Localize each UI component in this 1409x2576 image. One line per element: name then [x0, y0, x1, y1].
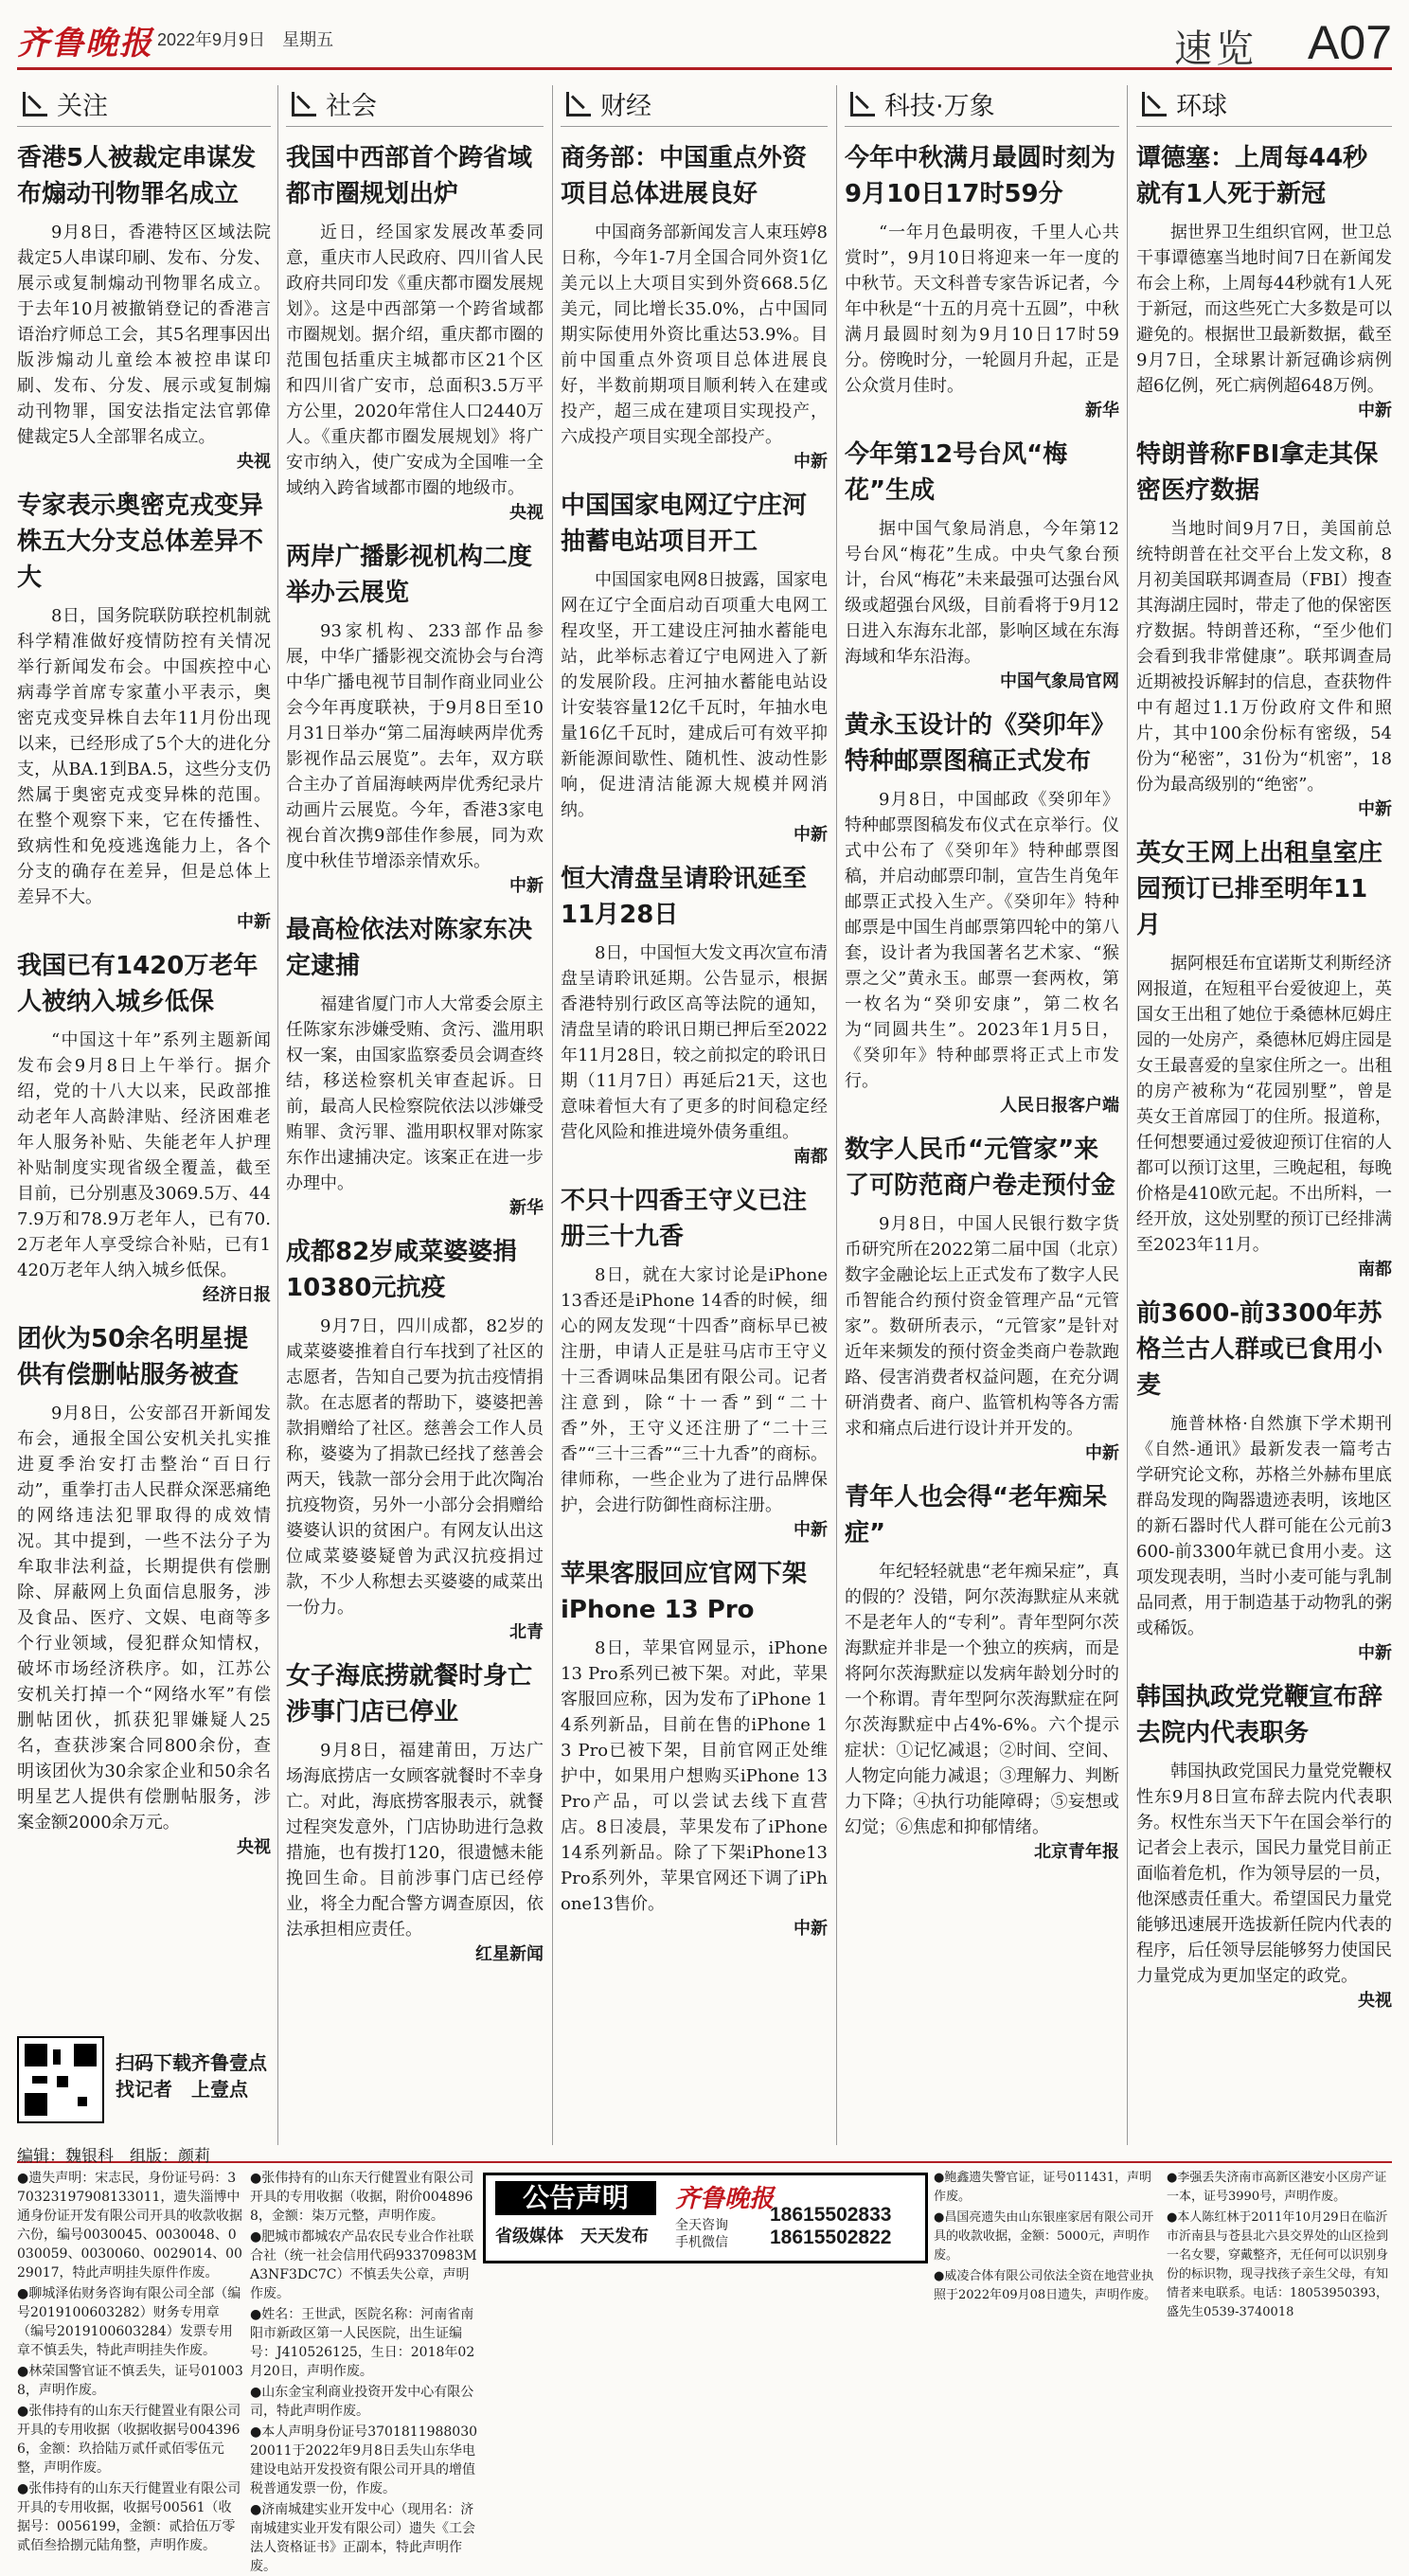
article-source: 中新: [794, 825, 828, 845]
column-title: 财经: [600, 92, 651, 121]
article-source: 南都: [794, 1147, 828, 1167]
article-body: 韩国执政党国民力量党党鞭权性东9月8日宣布辞去院内代表职务。权性东当天下午在国会举行的记者会上表示，国民力量党目前正面临着危机，作为领导层的一员，他深感责任重大。希望国民力量党能够迅速展开选拔新任院内代表的程序，后任领导层能够努力使国民力量党成为更加坚定的政党。: [1136, 1762, 1392, 1986]
article-source: 南都: [1358, 1260, 1392, 1279]
article-source: 央视: [1358, 1991, 1392, 2011]
article-source: 红星新闻: [475, 1944, 544, 1964]
article-headline[interactable]: 韩国执政党党鞭宣布辞去院内代表职务: [1136, 1683, 1383, 1747]
article-source: 中新: [237, 912, 271, 932]
article-headline[interactable]: 成都82岁咸菜婆婆捐10380元抗疫: [286, 1238, 518, 1302]
column-header: [1136, 81, 1392, 127]
article: [1136, 140, 1392, 423]
article-headline[interactable]: 数字人民币“元管家”来了可防范商户卷走预付金: [845, 1136, 1116, 1200]
classified-mid: [250, 2169, 478, 2574]
article-body: “中国这十年”系列主题新闻发布会9月8日上午举行。据介绍，党的十八大以来，民政部推动老年人高龄津贴、经济困难老年人服务补贴、失能老年人护理补贴制度实现省级全覆盖，截至目前，已分别惠及3069.5万、447.9万和78.9万老年人，已有70.2万老年人享受综合补贴，已有1420万老年人纳入城乡低保。: [17, 1030, 271, 1280]
classified-item: ●肥城市都城农产品农民专业合作社联合社（统一社会信用代码93370983MA3NF3DC7C）不慎丢失公章，声明作废。: [250, 2229, 477, 2301]
article: [286, 1234, 544, 1645]
article-source: 央视: [237, 1837, 271, 1857]
article-source: 中新: [794, 1520, 828, 1540]
column-divider: [552, 85, 553, 2145]
article: [1136, 437, 1392, 822]
article-body: “一年月色最明夜，千里人心共赏时”，9月10日将迎来一年一度的中秋节。天文科普专家告诉记者，今年中秋是“十五的月亮十五圆”，中秋满月最圆时刻为9月10日17时59分。傍晚时分，一轮圆月升起，正是公众赏月佳时。: [845, 223, 1119, 396]
article-headline[interactable]: 前3600-前3300年苏格兰古人群或已食用小麦: [1136, 1299, 1383, 1400]
article-body: 9月8日，香港特区区域法院裁定5人串谋印刷、发布、分发、展示或复制煽动刊物罪名成立。于去年10月被撤销登记的香港言语治疗师总工会，其5名理事因出版涉煽动儿童绘本被控串谋印刷、发布、分发、展示或复制煽动刊物罪，国安法指定法官郭偉健裁定5人全部罪名成立。: [17, 223, 271, 447]
article-headline[interactable]: 中国国家电网辽宁庄河抽蓄电站项目开工: [561, 492, 808, 556]
article-source: 中新: [1358, 799, 1392, 819]
article: [17, 948, 271, 1308]
article-source: 中国气象局官网: [1000, 671, 1119, 691]
column-shehui: [286, 81, 544, 2150]
arrow-icon: [292, 92, 316, 116]
article-source: 中新: [794, 452, 828, 472]
article-source: 新华: [509, 1198, 544, 1218]
section-title: 速览: [1174, 27, 1257, 71]
column-guanzhu: [17, 81, 271, 2025]
article-headline[interactable]: 黄永玉设计的《癸卯年》特种邮票图稿正式发布: [845, 711, 1116, 776]
article-body: 9月8日，中国邮政《癸卯年》特种邮票图稿发布仪式在京举行。仪式中公布了《癸卯年》特种邮票图稿，并启动邮票印制，宣告生肖兔年邮票正式投入生产。《癸卯年》特种邮票是中国生肖邮票第四轮中的第八套，设计者为我国著名艺术家、“猴票之父”黄永玉。邮票一套两枚，第一枚名为“癸卯安康”，第二枚名为“同圆共生”。2023年1月5日，《癸卯年》特种邮票将正式上市发行。: [845, 790, 1119, 1091]
article-body: 8日，国务院联防联控机制就科学精准做好疫情防控有关情况举行新闻发布会。中国疾控中心病毒学首席专家董小平表示，奥密克戎变异株自去年11月份出现以来，已经形成了5个大的进化分支，从BA.1到BA.5，这些分支仍然属于奥密克戎变异株的范围。在整个观察下来，它在传播性、致病性和免疫逃逸能力上，各个分支的确存在差异，但是总体上差异不大。: [17, 606, 271, 907]
qr-caption-line: 找记者 上壹点: [116, 2078, 248, 2101]
article: [561, 488, 828, 848]
qr-caption: [116, 2049, 267, 2102]
article-source: 人民日报客户端: [1000, 1096, 1119, 1116]
column-divider: [277, 85, 278, 2145]
article-body: 8日，就在大家讨论是iPhone 13香还是iPhone 14香的时候，细心的网友发现“十四香”商标早已被注册，申请人正是驻马店市王守义十三香调味品集团有限公司。记者注意到，除“十一香”到“二十香”外，王守义还注册了“二十三香”“三十三香”“三十九香”的商标。律师称，一些企业为了进行品牌保护，会进行防御性商标注册。: [561, 1265, 828, 1515]
article: [845, 140, 1119, 423]
article-headline[interactable]: 青年人也会得“老年痴呆症”: [845, 1483, 1108, 1547]
column-header: [286, 81, 544, 127]
classified-item: ●姓名：王世武，医院名称：河南省南阳市新政区第一人民医院，出生证编号：J410526125，生日：2018年02月20日，声明作废。: [250, 2307, 475, 2379]
article-body: 8日，中国恒大发文再次宣布清盘呈请聆讯延期。公告显示，根据香港特别行政区高等法院的通知，清盘呈请的聆讯日期已押后至2022年11月28日，较之前拟定的聆讯日期（11月7日）再延后21天，这也意味着恒大有了更多的时间稳定经营化风险和推进境外债务重组。: [561, 943, 828, 1142]
article-source: 新华: [1085, 401, 1119, 420]
article: [845, 437, 1119, 694]
page-number: A07: [1308, 16, 1392, 69]
article: [561, 1556, 828, 1941]
article: [845, 707, 1119, 1118]
column-keji: [845, 81, 1119, 2150]
notice-ad-banner: [483, 2173, 928, 2263]
editor-credits: 编辑：魏银科 组版：颜莉: [17, 2142, 1392, 2163]
arrow-icon: [23, 92, 47, 116]
column-title: 关注: [57, 92, 108, 121]
masthead: [17, 13, 1392, 70]
ad-phones: 18615502833 18615502822: [770, 2204, 892, 2248]
article-source: 中新: [794, 1919, 828, 1939]
column-divider: [1127, 85, 1128, 2145]
article-body: 8日，苹果官网显示，iPhone13 Pro系列已被下架。对此，苹果客服回应称，因为发布了iPhone 14系列新品，目前在售的iPhone 13 Pro已被下架，目前官网正处维护中，如果用户想购买iPhone 13 Pro产品，可以尝试去线下直营店。8日凌晨，苹果发布了iPhone 14系列新品。除了下架iPhone13 Pro系列外，苹果官网还下调了iPhone13售价。: [561, 1638, 828, 1914]
article-body: 施普林格·自然旗下学术期刊《自然-通讯》最新发表一篇考古学研究论文称，苏格兰外赫布里底群岛发现的陶器遗迹表明，该地区的新石器时代人群可能在公元前3600-前3300年就已食用小麦。这项发现表明，当时小麦可能与乳制品同煮，用于制造基于动物乳的粥或稀饭。: [1136, 1414, 1392, 1638]
article: [17, 140, 271, 474]
column-huanqiu: [1136, 81, 1392, 2150]
classified-left: [17, 2169, 244, 2553]
article-body: 据世界卫生组织官网，世卫总干事谭德塞当地时间7日在新闻发布会上称，上周每44秒就有1人死于新冠，而这些死亡大多数是可以避免的。根据世卫最新数据，截至9月7日，全球累计新冠确诊病例超6亿例，死亡病例超648万例。: [1136, 223, 1392, 396]
column-title: 科技·万象: [884, 92, 995, 121]
column-title: 环球: [1176, 92, 1227, 121]
article-source: 中新: [1358, 1643, 1392, 1663]
column-header: [561, 81, 828, 127]
article: [286, 912, 544, 1221]
column-divider: [836, 85, 837, 2145]
classified-item: ●昌国亮遗失由山东银座家居有限公司开具的收款收据，金额：5000元，声明作废。: [934, 2210, 1154, 2263]
article-headline[interactable]: 专家表示奥密克戎变异株五大分支总体差异不大: [17, 492, 264, 592]
ad-title: 公告声明: [495, 2181, 656, 2215]
classified-item: ●张伟持有的山东天行健置业有限公司开具的专用收据（收据收据号0043966，金额：玖拾陆万贰仟贰佰零伍元整，声明作废。: [17, 2404, 241, 2476]
article-source: 中新: [1085, 1443, 1119, 1463]
classified-item: ●本人声明身份证号370181198803020011于2022年9月8日丢失山东华电建设电站开发投资有限公司开具的增值税普通发票一份，作废。: [250, 2424, 478, 2496]
article-body: 中国商务部新闻发言人束珏婷8日称，今年1-7月全国合同外资1亿美元以上大项目实到外资668.5亿美元，同比增长35.0%，占中国同期实际使用外资比重达53.9%。目前中国重点外资项目总体进展良好，半数前期项目顺利转入在建或投产，超三成在建项目实现投产，六成投产项目实现全部投产。: [561, 223, 828, 447]
article-headline[interactable]: 特朗普称FBI拿走其保密医疗数据: [1136, 440, 1379, 505]
ad-slogan: 省级媒体 天天发布: [495, 2227, 649, 2246]
article: [845, 1479, 1119, 1865]
article-headline[interactable]: 恒大清盘呈请聆讯延至11月28日: [561, 865, 808, 929]
article-body: 据阿根廷布宜诺斯艾利斯经济网报道，在短租平台爱彼迎上，英国女王出租了她位于桑德林厄姆庄园的一处房产，桑德林厄姆庄园是女王最喜爱的皇家住所之一。出租的房产被称为“花园别墅”，曾是英女王首席园丁的住所。报道称，任何想要通过爱彼迎预订住宿的人都可以预订这里，三晚起租，每晚价格是410欧元起。不出所料，一经开放，这处别墅的预订已经排满至2023年11月。: [1136, 954, 1392, 1255]
article-body: 93家机构、233部作品参展，中华广播影视交流协会与台湾中华广播电视节目制作商业同业公会今年再度联袂，于9月8日至10月31日举办“第二届海峡两岸优秀影视作品云展览”。去年，双方联合主办了首届海峡两岸优秀纪录片动画片云展览。今年，香港3家电视台首次携9部佳作参展，同为欢度中秋佳节增添亲情欢乐。: [286, 621, 544, 871]
classified-item: ●本人陈红林于2011年10月29日在临沂市沂南县与苍县北六县交界处的山区捡到一名女婴，穿戴整齐，无任何可以识别身份的标识物，现寻找孩子亲生父母，有知情者来电联系。电话：18053950393，盛先生0539-3740018: [1167, 2210, 1389, 2319]
article-headline[interactable]: 我国中西部首个跨省域都市圈规划出炉: [286, 144, 533, 208]
article: [561, 861, 828, 1170]
classified-item: ●济南城建实业开发中心（现用名：济南城建实业开发有限公司）遗失《工会法人资格证书》正副本，特此声明作废。: [250, 2502, 475, 2574]
arrow-icon: [566, 92, 591, 116]
classified-item: ●林荣国警官证不慎丢失，证号010038，声明作废。: [17, 2364, 243, 2398]
article: [1136, 835, 1392, 1282]
column-header: [17, 81, 271, 127]
article: [286, 1658, 544, 1967]
article-source: 中新: [1358, 401, 1392, 420]
article-source: 北青: [509, 1622, 544, 1642]
arrow-icon: [850, 92, 875, 116]
article-headline[interactable]: 香港5人被裁定串谋发布煽动刊物罪名成立: [17, 144, 257, 208]
article-headline[interactable]: 今年中秋满月最圆时刻为9月10日17时59分: [845, 144, 1116, 208]
article: [286, 539, 544, 899]
article-body: 9月8日，中国人民银行数字货币研究所在2022第二届中国（北京）数字金融论坛上正式发布了数字人民币智能合约预付资金管理产品“元管家”。数研所表示，“元管家”是针对近年来频发的预付资金类商户卷款跑路、侵害消费者权益问题，在充分调研消费者、商户、监管机构等各方需求和痛点后进行设计并开发的。: [845, 1214, 1119, 1439]
classified-item: ●李强丢失济南市高新区港安小区房产证一本，证号3990号，声明作废。: [1167, 2171, 1387, 2204]
article-source: 北京青年报: [1034, 1842, 1119, 1862]
qr-caption-line: 扫码下载齐鲁壹点: [116, 2051, 267, 2074]
classified-mid2: [934, 2169, 1161, 2302]
classified-item: ●鲍鑫遗失警官证，证号011431，声明作废。: [934, 2171, 1151, 2204]
article-headline[interactable]: 两岸广播影视机构二度举办云展览: [286, 543, 533, 607]
article: [1136, 1679, 1392, 2013]
newspaper-logo: 齐鲁晚报: [17, 25, 153, 63]
ad-labels: 全天咨询 手机微信: [675, 2218, 728, 2250]
classified-item: ●聊城泽佑财务咨询有限公司全部（编号2019100603282）财务专用章（编号2019100603284）发票专用章不慎丢失，特此声明挂失作废。: [17, 2286, 241, 2358]
classified-item: ●遗失声明：宋志民，身份证号码：370323197908133011，遗失淄博中通身份证开发有限公司开具的收款收据六份，编号0030045、0030048、0030059、0030060、0029014、0029017，特此声明挂失原件作废。: [17, 2171, 242, 2281]
article-source: 央视: [509, 503, 544, 523]
arrow-icon: [1142, 92, 1167, 116]
article-headline[interactable]: 我国已有1420万老年人被纳入城乡低保: [17, 952, 259, 1016]
article-body: 据中国气象局消息，今年第12号台风“梅花”生成。中央气象台预计，台风“梅花”未来最强可达强台风级或超强台风级，目前看将于9月12日进入东海东北部，影响区域在东海海域和华东沿海。: [845, 519, 1119, 667]
article-body: 9月8日，福建莆田，万达广场海底捞店一女顾客就餐时不幸身亡。对此，海底捞客服表示，就餐过程突发意外，门店协助进行急救措施，也有拨打120，很遗憾未能挽回生命。目前涉事门店已经停业，将全力配合警方调查原因，依法承担相应责任。: [286, 1741, 544, 1940]
article-headline[interactable]: 最高检依法对陈家东决定逮捕: [286, 916, 533, 980]
article-headline[interactable]: 谭德塞：上周每44秒就有1人死于新冠: [1136, 144, 1368, 208]
classified-item: ●威凌合体有限公司依法全资在地营业执照于2022年09月08日遗失，声明作废。: [934, 2269, 1157, 2302]
classified-item: ●张伟持有的山东天行健置业有限公司开具的专用收据（收据，附价0048968，金额：柒万元整，声明作废。: [250, 2171, 474, 2224]
article: [561, 140, 828, 474]
article: [845, 1132, 1119, 1466]
article-headline[interactable]: 团伙为50余名明星提供有偿删帖服务被查: [17, 1325, 249, 1389]
classified-item: ●张伟持有的山东天行健置业有限公司开具的专用收据，收据号00561（收据号：0056199，金额：贰拾伍万零贰佰叁拾捌元陆角整，声明作废。: [17, 2481, 241, 2553]
article: [561, 1183, 828, 1543]
article-body: 近日，经国家发展改革委同意，重庆市人民政府、四川省人民政府共同印发《重庆都市圈发展规划》。这是中西部第一个跨省域都市圈规划。据介绍，重庆都市圈的范围包括重庆主城都市区21个区和四川省广安市，总面积3.5万平方公里，2020年常住人口2440万人。《重庆都市圈发展规划》将广安市纳入，使广安成为全国唯一全域纳入跨省域都市圈的地级市。: [286, 223, 544, 498]
article: [286, 140, 544, 526]
article-source: 中新: [509, 876, 544, 896]
article: [1136, 1296, 1392, 1666]
column-title: 社会: [326, 92, 377, 121]
ad-paper-logo: 齐鲁晚报: [675, 2185, 775, 2213]
article-body: 9月8日，公安部召开新闻发布会，通报全国公安机关扎实推进夏季治安打击整治“百日行动”，重拳打击人民群众深恶痛绝的网络违法犯罪取得的成效情况。其中提到，一些不法分子为牟取非法利益，长期提供有偿删除、屏蔽网上负面信息服务，涉及食品、医疗、文娱、电商等多个行业领域，侵犯群众知情权，破坏市场经济秩序。如，江苏公安机关打掉一个“网络水军”有偿删帖团伙，抓获犯罪嫌疑人25名，查获涉案合同800余份，查明该团伙为30余家企业和50余名明星艺人提供有偿删帖服务，涉案金额2000余万元。: [17, 1404, 271, 1833]
article-headline[interactable]: 英女王网上出租皇室庄园预订已排至明年11月: [1136, 839, 1383, 939]
column-caijing: [561, 81, 828, 2150]
article-body: 年纪轻轻就患“老年痴呆症”，真的假的？没错，阿尔茨海默症从来就不是老年人的“专利”。青年型阿尔茨海默症并非是一个独立的疾病，而是将阿尔茨海默症以发病年龄划分时的一个称谓。青年型阿尔茨海默症在阿尔茨海默症中占4%-6%。六个提示症状：①记忆减退；②时间、空间、人物定向能力减退；③理解力、判断力下降；④执行功能障碍；⑤妄想或幻觉；⑥焦虑和抑郁情绪。: [845, 1562, 1119, 1837]
article-body: 中国国家电网8日披露，国家电网在辽宁全面启动百项重大电网工程攻坚，开工建设庄河抽水蓄能电站，此举标志着辽宁电网进入了新的发展阶段。庄河抽水蓄能电站设计安装容量12亿千瓦时，年抽水电量16亿千瓦时，建成后可有效平抑新能源间歇性、随机性、波动性影响，促进清洁能源大规模并网消纳。: [561, 570, 828, 820]
article-body: 当地时间9月7日，美国前总统特朗普在社交平台上发文称，8月初美国联邦调查局（FBI）搜查其海湖庄园时，带走了他的保密医疗数据。特朗普还称，“至少他们会看到我非常健康”。联邦调查局近期被投诉解封的信息，查获物件中有超过1.1万份政府文件和照片，其中100余份标有密级，54份为“秘密”，31份为“机密”，18份为最高级别的“绝密”。: [1136, 519, 1392, 795]
article-headline[interactable]: 商务部：中国重点外资项目总体进展良好: [561, 144, 808, 208]
article-body: 9月7日，四川成都，82岁的咸菜婆婆推着自行车找到了社区的志愿者，告知自己要为抗击疫情捐款。在志愿者的帮助下，婆婆把善款捐赠给了社区。慈善会工作人员称，婆婆为了捐款已经找了慈善会两天，钱款一部分会用于此次陶冶抗疫物资，另外一小部分会捐赠给婆婆认识的贫困户。有网友认出这位咸菜婆婆疑曾为武汉抗疫捐过款，不少人称想去买婆婆的咸菜出一份力。: [286, 1316, 544, 1618]
article-headline[interactable]: 今年第12号台风“梅花”生成: [845, 440, 1068, 505]
column-header: [845, 81, 1119, 127]
article-headline[interactable]: 不只十四香王守义已注册三十九香: [561, 1187, 808, 1251]
classified-right: [1167, 2169, 1392, 2319]
article-source: 央视: [237, 452, 271, 472]
article: [17, 488, 271, 935]
article-body: 福建省厦门市人大常委会原主任陈家东涉嫌受贿、贪污、滥用职权一案，由国家监察委员会调查终结，移送检察机关审查起诉。日前，最高人民检察院依法以涉嫌受贿罪、贪污罪、滥用职权罪对陈家东作出逮捕决定。该案正在进一步办理中。: [286, 994, 544, 1193]
article-source: 经济日报: [203, 1285, 271, 1305]
qr-code[interactable]: [17, 2036, 104, 2123]
classified-item: ●山东金宝利商业投资开发中心有限公司，特此声明作废。: [250, 2385, 474, 2419]
issue-date: 2022年9月9日 星期五: [157, 30, 334, 49]
article-headline[interactable]: 女子海底捞就餐时身亡涉事门店已停业: [286, 1662, 533, 1726]
article: [17, 1321, 271, 1860]
article-headline[interactable]: 苹果客服回应官网下架iPhone 13 Pro: [561, 1560, 808, 1624]
